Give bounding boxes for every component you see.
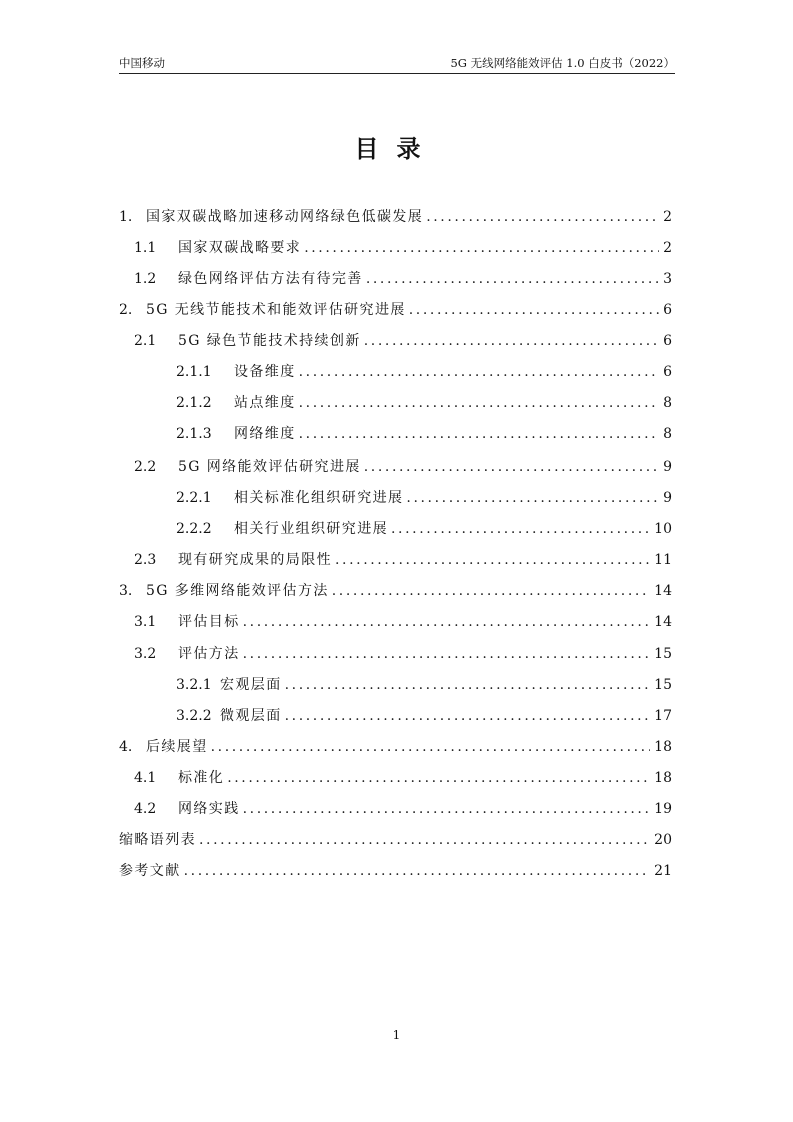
toc-entry-text: 现有研究成果的局限性 <box>178 552 332 568</box>
toc-entry-number: 2.2.1 <box>176 490 212 506</box>
toc-entry-number: 2.1 <box>134 333 157 349</box>
toc-entry-page: 3 <box>663 271 672 287</box>
toc-entry-number: 2.1.3 <box>176 426 212 442</box>
toc-entry-text: 站点维度 <box>234 395 296 411</box>
toc-entry-page: 21 <box>654 863 672 879</box>
toc-dot-leader <box>199 830 650 850</box>
toc-entry-number: 3. <box>119 583 133 599</box>
toc-entry-2-2-2[interactable] <box>176 519 672 539</box>
header-document-title: 5G 无线网络能效评估 1.0 白皮书（2022） <box>450 56 675 70</box>
toc-entry-2-1-3[interactable] <box>176 424 672 444</box>
toc-entry-text: 缩略语列表 <box>119 832 196 848</box>
toc-entry-page: 20 <box>654 832 672 848</box>
toc-entry-2-2[interactable] <box>134 457 672 477</box>
toc-entry-text: 网络实践 <box>178 801 240 817</box>
page-header <box>119 55 675 74</box>
toc-entry-page: 14 <box>654 583 672 599</box>
toc-entry-references[interactable] <box>119 861 672 881</box>
toc-title: 目录 <box>354 135 439 163</box>
toc-entry-number: 4.2 <box>134 801 157 817</box>
toc-entry-page: 9 <box>663 490 672 506</box>
toc-entry-page: 6 <box>663 302 672 318</box>
toc-dot-leader <box>364 331 659 351</box>
toc-entry-1-1[interactable] <box>134 238 672 258</box>
toc-dot-leader <box>227 768 650 788</box>
toc-dot-leader <box>285 675 651 695</box>
toc-entry-number: 2.2.2 <box>176 521 212 537</box>
toc-dot-leader <box>211 737 651 757</box>
toc-entry-4-2[interactable] <box>134 799 672 819</box>
header-organization: 中国移动 <box>119 56 165 70</box>
toc-dot-leader <box>332 581 650 601</box>
toc-dot-leader <box>366 269 659 289</box>
toc-entry-number: 3.2.1 <box>176 677 212 693</box>
toc-entry-page: 9 <box>663 459 672 475</box>
toc-dot-leader <box>243 612 651 632</box>
toc-entry-2-1-1[interactable] <box>176 362 672 382</box>
toc-entry-text: 相关行业组织研究进展 <box>234 521 388 537</box>
toc-entry-number: 2.1.1 <box>176 364 212 380</box>
toc-entry-4[interactable] <box>119 737 672 757</box>
page-number: 1 <box>392 1028 401 1042</box>
toc-dot-leader <box>299 362 659 382</box>
toc-dot-leader <box>364 457 659 477</box>
toc-entry-number: 3.2.2 <box>176 708 212 724</box>
toc-entry-text: 后续展望 <box>146 739 208 755</box>
toc-entry-page: 6 <box>663 364 672 380</box>
toc-entry-1-2[interactable] <box>134 269 672 289</box>
toc-entry-3-2[interactable] <box>134 644 672 664</box>
toc-entry-number: 2.1.2 <box>176 395 212 411</box>
toc-entry-page: 2 <box>663 209 672 225</box>
toc-dot-leader <box>426 207 659 227</box>
toc-entry-number: 3.1 <box>134 614 157 630</box>
toc-dot-leader <box>406 488 659 508</box>
toc-entry-text: 评估方法 <box>178 646 240 662</box>
toc-entry-number: 1.1 <box>134 240 157 256</box>
toc-entry-text: 宏观层面 <box>220 677 282 693</box>
toc-entry-text: 5G 绿色节能技术持续创新 <box>178 333 361 349</box>
toc-entry-number: 1. <box>119 209 133 225</box>
toc-entry-text: 5G 多维网络能效评估方法 <box>146 583 329 599</box>
toc-entry-number: 2.3 <box>134 552 157 568</box>
toc-dot-leader <box>391 519 650 539</box>
toc-entry-1[interactable] <box>119 207 672 227</box>
toc-dot-leader <box>285 706 651 726</box>
toc-dot-leader <box>299 424 659 444</box>
toc-entry-page: 19 <box>654 801 672 817</box>
toc-entry-page: 2 <box>663 240 672 256</box>
toc-entry-page: 15 <box>654 646 672 662</box>
toc-entry-2-1-2[interactable] <box>176 393 672 413</box>
toc-entry-3-2-2[interactable] <box>176 706 672 726</box>
toc-entry-page: 11 <box>654 552 672 568</box>
toc-entry-text: 标准化 <box>178 770 225 786</box>
toc-dot-leader <box>304 238 659 258</box>
toc-entry-page: 6 <box>663 333 672 349</box>
toc-entry-text: 评估目标 <box>178 614 240 630</box>
toc-dot-leader <box>335 550 650 570</box>
toc-dot-leader <box>243 799 651 819</box>
toc-entry-text: 参考文献 <box>119 863 181 879</box>
toc-entry-number: 4.1 <box>134 770 157 786</box>
toc-entry-number: 4. <box>119 739 133 755</box>
toc-entry-page: 15 <box>654 677 672 693</box>
toc-entry-page: 10 <box>654 521 672 537</box>
toc-entry-page: 17 <box>654 708 672 724</box>
toc-entry-page: 8 <box>663 395 672 411</box>
toc-entry-3[interactable] <box>119 581 672 601</box>
toc-entry-text: 国家双碳战略加速移动网络绿色低碳发展 <box>146 209 424 225</box>
toc-entry-page: 14 <box>654 614 672 630</box>
toc-entry-2[interactable] <box>119 300 672 320</box>
toc-entry-2-2-1[interactable] <box>176 488 672 508</box>
toc-entry-text: 微观层面 <box>220 708 282 724</box>
toc-entry-3-2-1[interactable] <box>176 675 672 695</box>
toc-dot-leader <box>409 300 659 320</box>
toc-entry-text: 5G 无线节能技术和能效评估研究进展 <box>146 302 406 318</box>
toc-entry-2-3[interactable] <box>134 550 672 570</box>
toc-entry-2-1[interactable] <box>134 331 672 351</box>
toc-entry-page: 18 <box>654 739 672 755</box>
toc-dot-leader <box>299 393 659 413</box>
toc-entry-page: 18 <box>654 770 672 786</box>
toc-entry-text: 绿色网络评估方法有待完善 <box>178 271 363 287</box>
toc-entry-text: 5G 网络能效评估研究进展 <box>178 459 361 475</box>
toc-entry-number: 3.2 <box>134 646 157 662</box>
toc-entry-text: 国家双碳战略要求 <box>178 240 302 256</box>
toc-dot-leader <box>184 861 651 881</box>
toc-entry-4-1[interactable] <box>134 768 672 788</box>
toc-entry-text: 网络维度 <box>234 426 296 442</box>
toc-entry-abbreviations[interactable] <box>119 830 672 850</box>
toc-entry-text: 相关标准化组织研究进展 <box>234 490 404 506</box>
toc-entry-3-1[interactable] <box>134 612 672 632</box>
toc-entry-number: 2.2 <box>134 459 157 475</box>
toc-entry-number: 1.2 <box>134 271 157 287</box>
toc-entry-text: 设备维度 <box>234 364 296 380</box>
toc-entry-page: 8 <box>663 426 672 442</box>
toc-dot-leader <box>243 644 651 664</box>
toc-entry-number: 2. <box>119 302 133 318</box>
